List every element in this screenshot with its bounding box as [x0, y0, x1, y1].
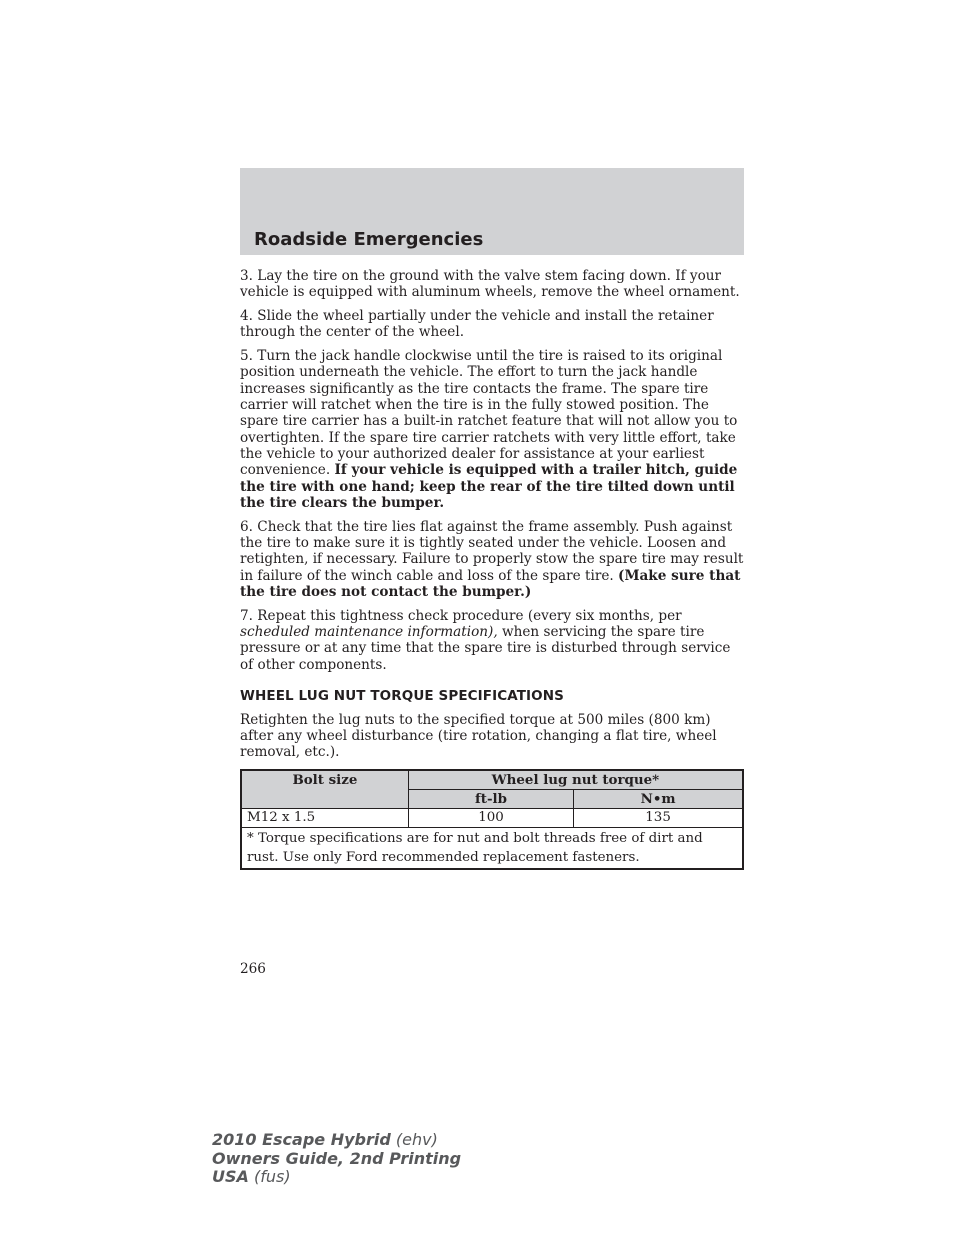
step-7	[240, 608, 745, 673]
torque-heading: WHEEL LUG NUT TORQUE SPECIFICATIONS	[240, 687, 564, 704]
torque-table	[240, 769, 744, 870]
step-6-warning: (Make sure that the tire does not contact the bumper.)	[240, 567, 741, 600]
footer-line-2	[212, 1150, 461, 1169]
section-header-band	[240, 168, 744, 255]
page-number: 266	[240, 961, 266, 977]
header-nm: N•m	[574, 789, 743, 808]
step-3: 3. Lay the tire on the ground with the valve stem facing down. If your vehicle is equipped with aluminum wheels, remove the wheel ornament.	[240, 268, 740, 301]
header-bolt-size: Bolt size	[241, 770, 408, 809]
footer-line-3	[212, 1168, 461, 1187]
table-footnote: * Torque specifications are for nut and bolt threads free of dirt and rust. Use only Ford recommended replacement fasteners.	[241, 827, 743, 869]
step-5	[240, 348, 745, 511]
header-torque: Wheel lug nut torque*	[408, 770, 743, 790]
step-7-start: 7. Repeat this tightness check procedure (every six months, per	[240, 607, 682, 624]
footer-model-code: (ehv)	[395, 1130, 438, 1149]
step-5-text: 5. Turn the jack handle clockwise until the tire is raised to its original position underneath the vehicle. The effort to turn the jack handle increases significantly as the tire contacts the frame. The spare tire carrier will ratchet when the tire is in the fully stowed position. The spare tire carrier has a built-in ratchet feature that will not allow you to overtighten. If the spare tire carrier ratchets with very little effort, take the vehicle to your authorized dealer for assistance at your earliest convenience.	[240, 348, 738, 479]
footer-market: USA	[212, 1167, 249, 1186]
footer-model: 2010 Escape Hybrid	[212, 1130, 391, 1149]
footer-market-code: (fus)	[254, 1167, 291, 1186]
cell-ftlb: 100	[408, 808, 573, 827]
table-header-row	[241, 770, 743, 790]
section-title: Roadside Emergencies	[254, 229, 484, 250]
header-ftlb: ft-lb	[408, 789, 573, 808]
cell-nm: 135	[574, 808, 743, 827]
table-row	[241, 808, 743, 827]
step-4: 4. Slide the wheel partially under the vehicle and install the retainer through the center of the wheel.	[240, 308, 714, 341]
footer-printing: Owners Guide, 2nd Printing	[212, 1148, 462, 1168]
cell-bolt: M12 x 1.5	[241, 808, 408, 827]
footer-line-1	[212, 1131, 461, 1150]
torque-intro: Retighten the lug nuts to the specified torque at 500 miles (800 km) after any wheel disturbance (tire rotation, changing a flat tire, wheel removal, etc.).	[240, 711, 717, 761]
step-6	[240, 519, 745, 600]
page-content	[240, 268, 745, 870]
document-footer	[212, 1131, 461, 1187]
step-7-reference: scheduled maintenance information),	[240, 623, 498, 640]
step-6-text: 6. Check that the tire lies flat against the frame assembly. Push against the tire to make sure it is tightly seated under the vehicle. Loosen and retighten, if necessary. Failure to properly stow the spare tire may result in failure of the winch cable and loss of the spare tire.	[240, 518, 744, 584]
step-5-warning: If your vehicle is equipped with a trailer hitch, guide the tire with one hand; keep the rear of the tire tilted down until the tire clears the bumper.	[240, 462, 738, 511]
table-footnote-row	[241, 827, 743, 869]
step-7-end: when servicing the spare tire pressure or at any time that the spare tire is disturbed through service of other components.	[240, 623, 731, 673]
